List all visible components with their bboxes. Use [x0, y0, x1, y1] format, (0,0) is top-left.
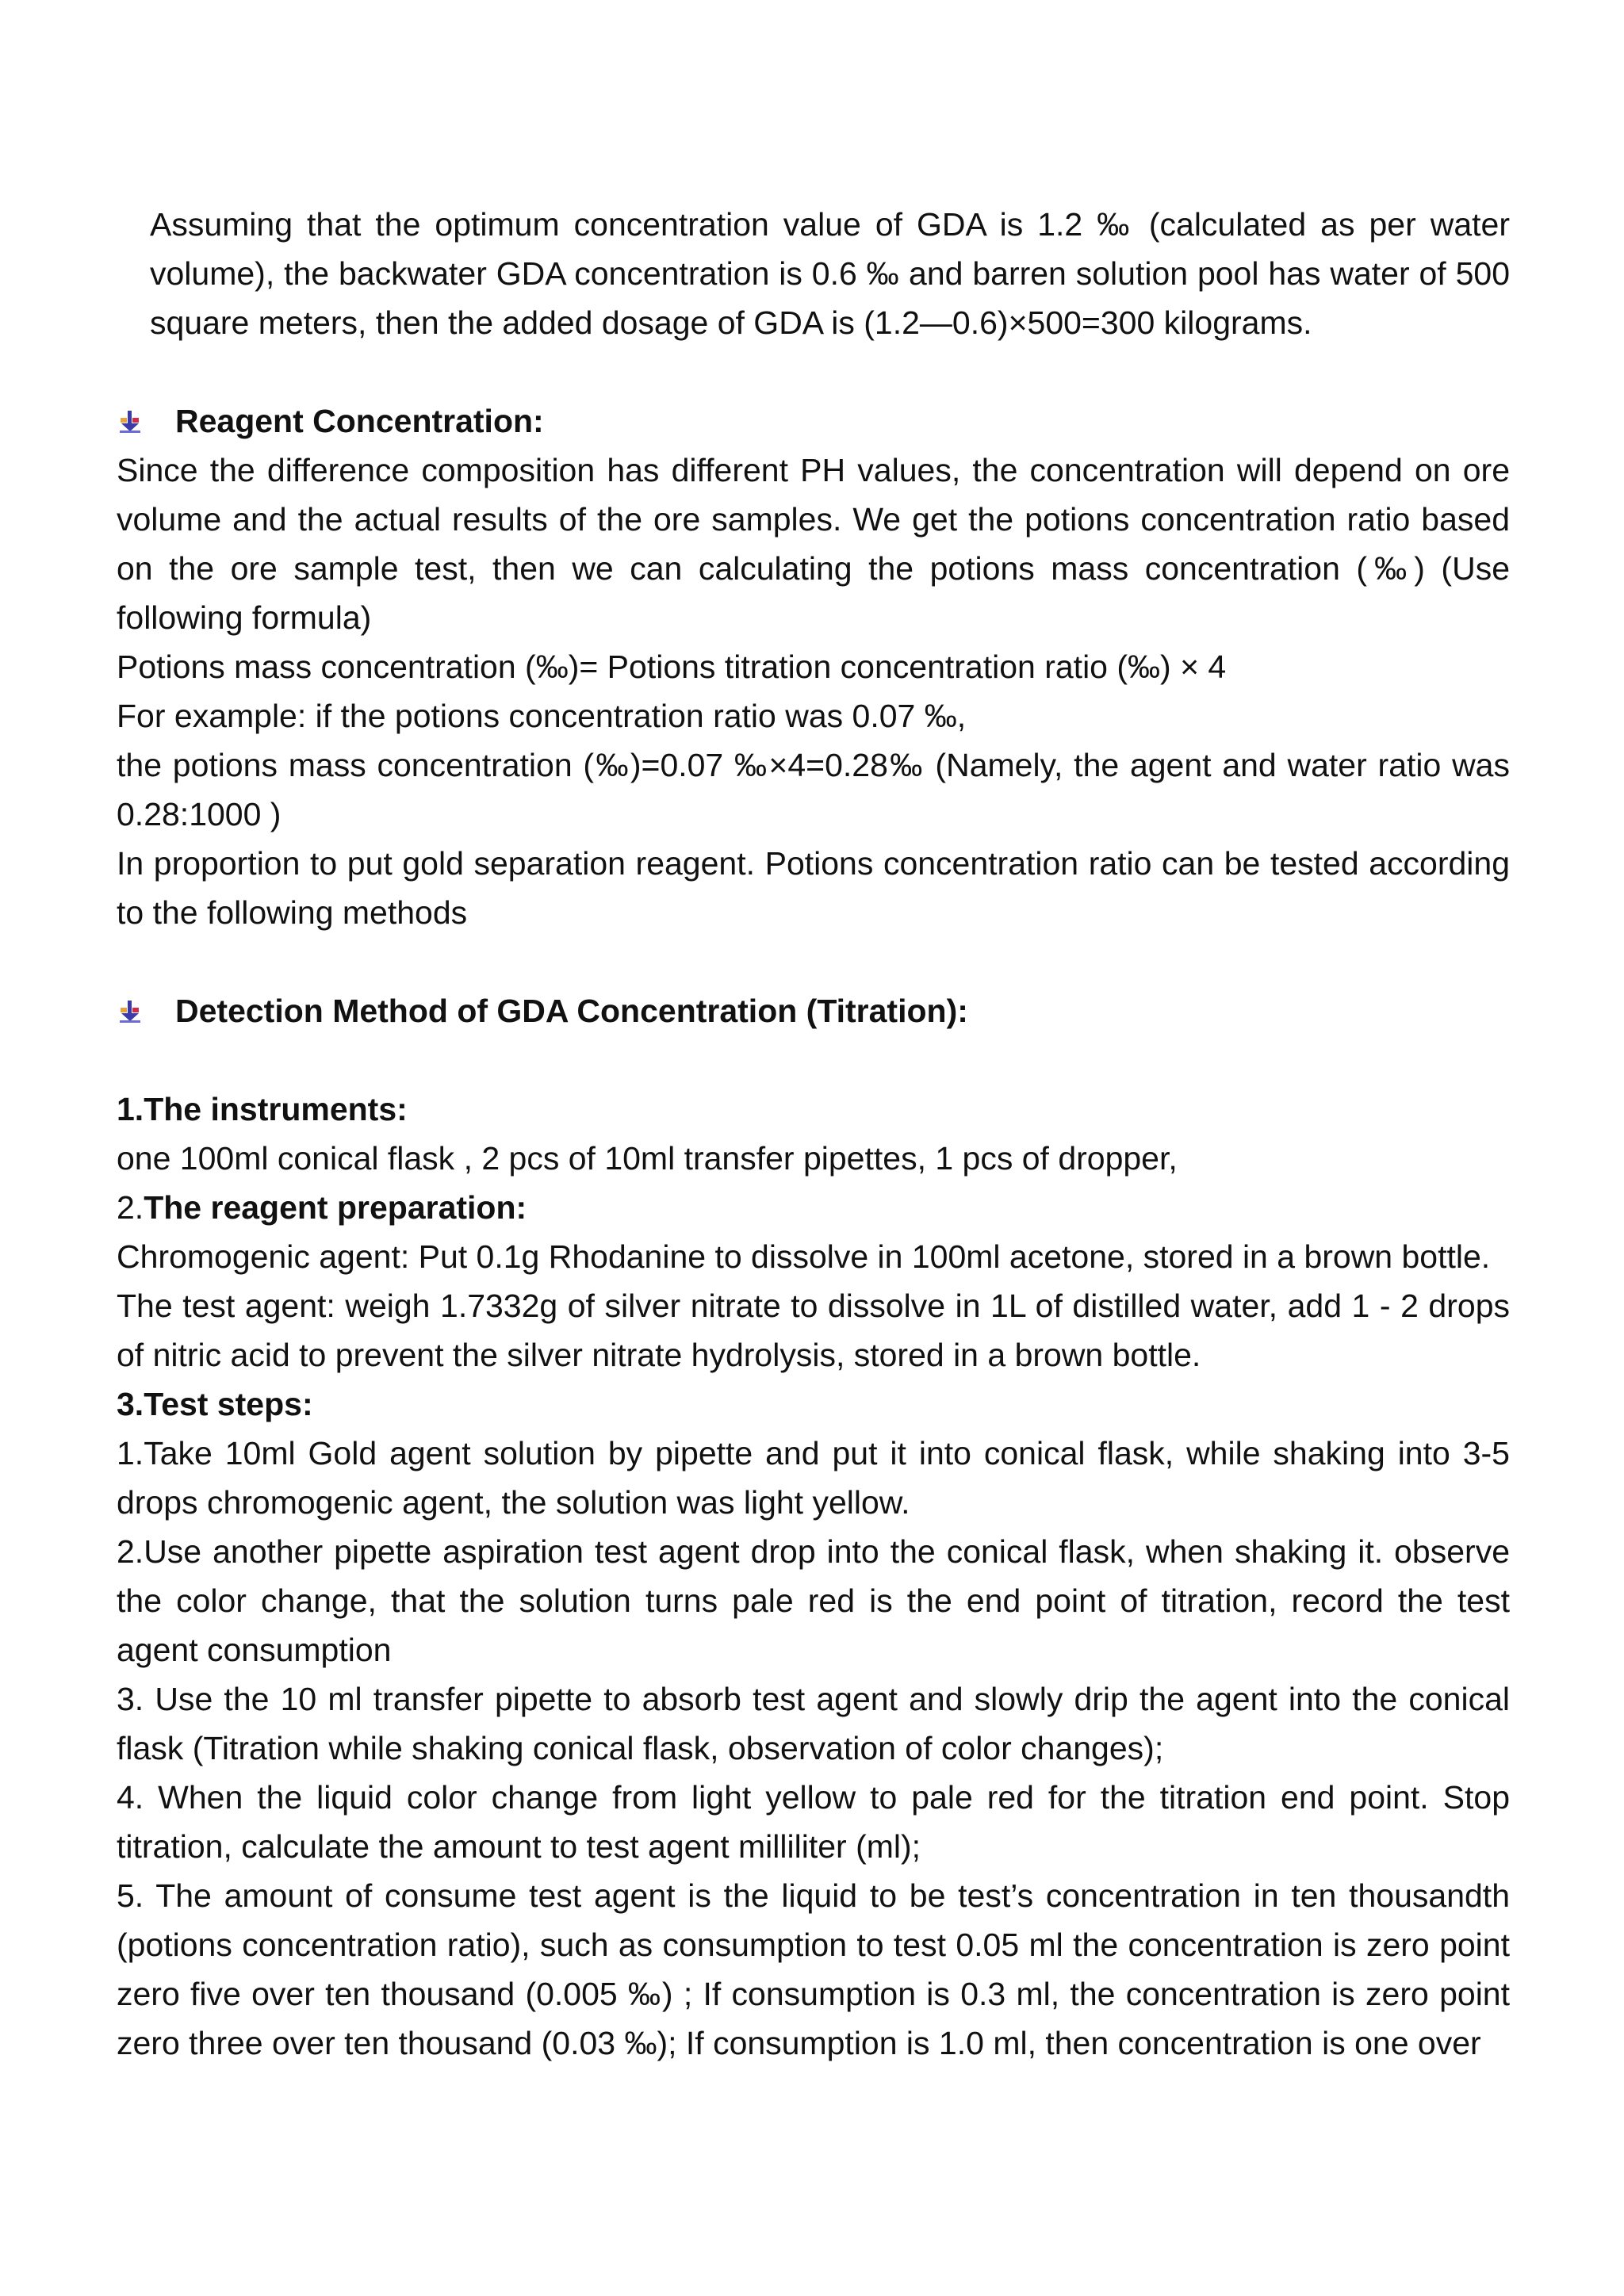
step-item: 1.Take 10ml Gold agent solution by pipette and put it into conical flask, while shaking into 3-5 drops chromogenic agent, the solution was light yellow.	[117, 1435, 1510, 1521]
reagent-formula: Potions mass concentration (‰)= Potions titration concentration ratio (‰) × 4	[117, 649, 1227, 685]
step-item: 3. Use the 10 ml transfer pipette to absorb test agent and slowly drip the agent into the conical flask (Titration while shaking conical flask, observation of color changes);	[117, 1681, 1510, 1766]
intro-paragraph: Assuming that the optimum concentration value of GDA is 1.2 ‰ (calculated as per water volume), the backwater GDA concentration is 0.6 ‰ and barren solution pool has water of 500 square meters, then the added dosage of GDA is (1.2—0.6)×500=300 kilograms.	[150, 206, 1510, 341]
step-item: 4. When the liquid color change from light yellow to pale red for the titration end point. Stop titration, calculate the amount to test agent milliliter (ml);	[117, 1779, 1510, 1865]
reagent-heading	[117, 396, 1510, 446]
prep-title-line	[117, 1183, 1510, 1232]
reagent-example: For example: if the potions concentration ratio was 0.07 ‰,	[117, 698, 967, 734]
detection-heading	[117, 986, 1510, 1035]
prep-chromogenic: Chromogenic agent: Put 0.1g Rhodanine to dissolve in 100ml acetone, stored in a brown bottle.	[117, 1238, 1491, 1275]
detection-heading-text: Detection Method of GDA Concentration (Titration):	[175, 993, 968, 1029]
spacer	[117, 937, 1510, 986]
spacer	[117, 347, 1510, 396]
reagent-paragraph-2: In proportion to put gold separation reagent. Potions concentration ratio can be tested according to the following methods	[117, 845, 1510, 931]
instruments-text: one 100ml conical flask , 2 pcs of 10ml transfer pipettes, 1 pcs of dropper,	[117, 1140, 1178, 1177]
page-content	[117, 200, 1510, 2068]
prep-number: 2.	[117, 1189, 144, 1226]
down-arrow-bullet-icon	[118, 409, 142, 433]
prep-title: The reagent preparation:	[144, 1189, 527, 1226]
reagent-heading-text: Reagent Concentration:	[175, 403, 544, 439]
instruments-title: 1.The instruments:	[117, 1091, 408, 1127]
spacer	[117, 1035, 1510, 1085]
step-item: 5. The amount of consume test agent is the liquid to be test’s concentration in ten thousandth (potions concentration ratio), such as consumption to test 0.05 ml the concentration is zero point zero five over ten thousand (0.005 ‰) ; If consumption is 0.3 ml, the concentration is zero point zero three over ten thousand (0.03 ‰); If consumption is 1.0 ml, then concentration is one over	[117, 1877, 1510, 2061]
reagent-paragraph-1: Since the difference composition has different PH values, the concentration will depend on ore volume and the actual results of the ore samples. We get the potions concentration ratio based on the ore sample test, then we can calculating the potions mass concentration (‰) (Use following formula)	[117, 452, 1510, 636]
steps-title: 3.Test steps:	[117, 1386, 313, 1422]
intro-section	[150, 200, 1510, 347]
down-arrow-bullet-icon	[118, 999, 142, 1023]
prep-test-agent: The test agent: weigh 1.7332g of silver nitrate to dissolve in 1L of distilled water, add 1 - 2 drops of nitric acid to prevent the silver nitrate hydrolysis, stored in a brown bottle.	[117, 1288, 1510, 1373]
step-item: 2.Use another pipette aspiration test agent drop into the conical flask, when shaking it. observe the color change, that the solution turns pale red is the end point of titration, record the test agent consumption	[117, 1533, 1510, 1668]
reagent-result: the potions mass concentration (‰)=0.07 ‰×4=0.28‰ (Namely, the agent and water ratio was 0.28:1000 )	[117, 747, 1510, 832]
